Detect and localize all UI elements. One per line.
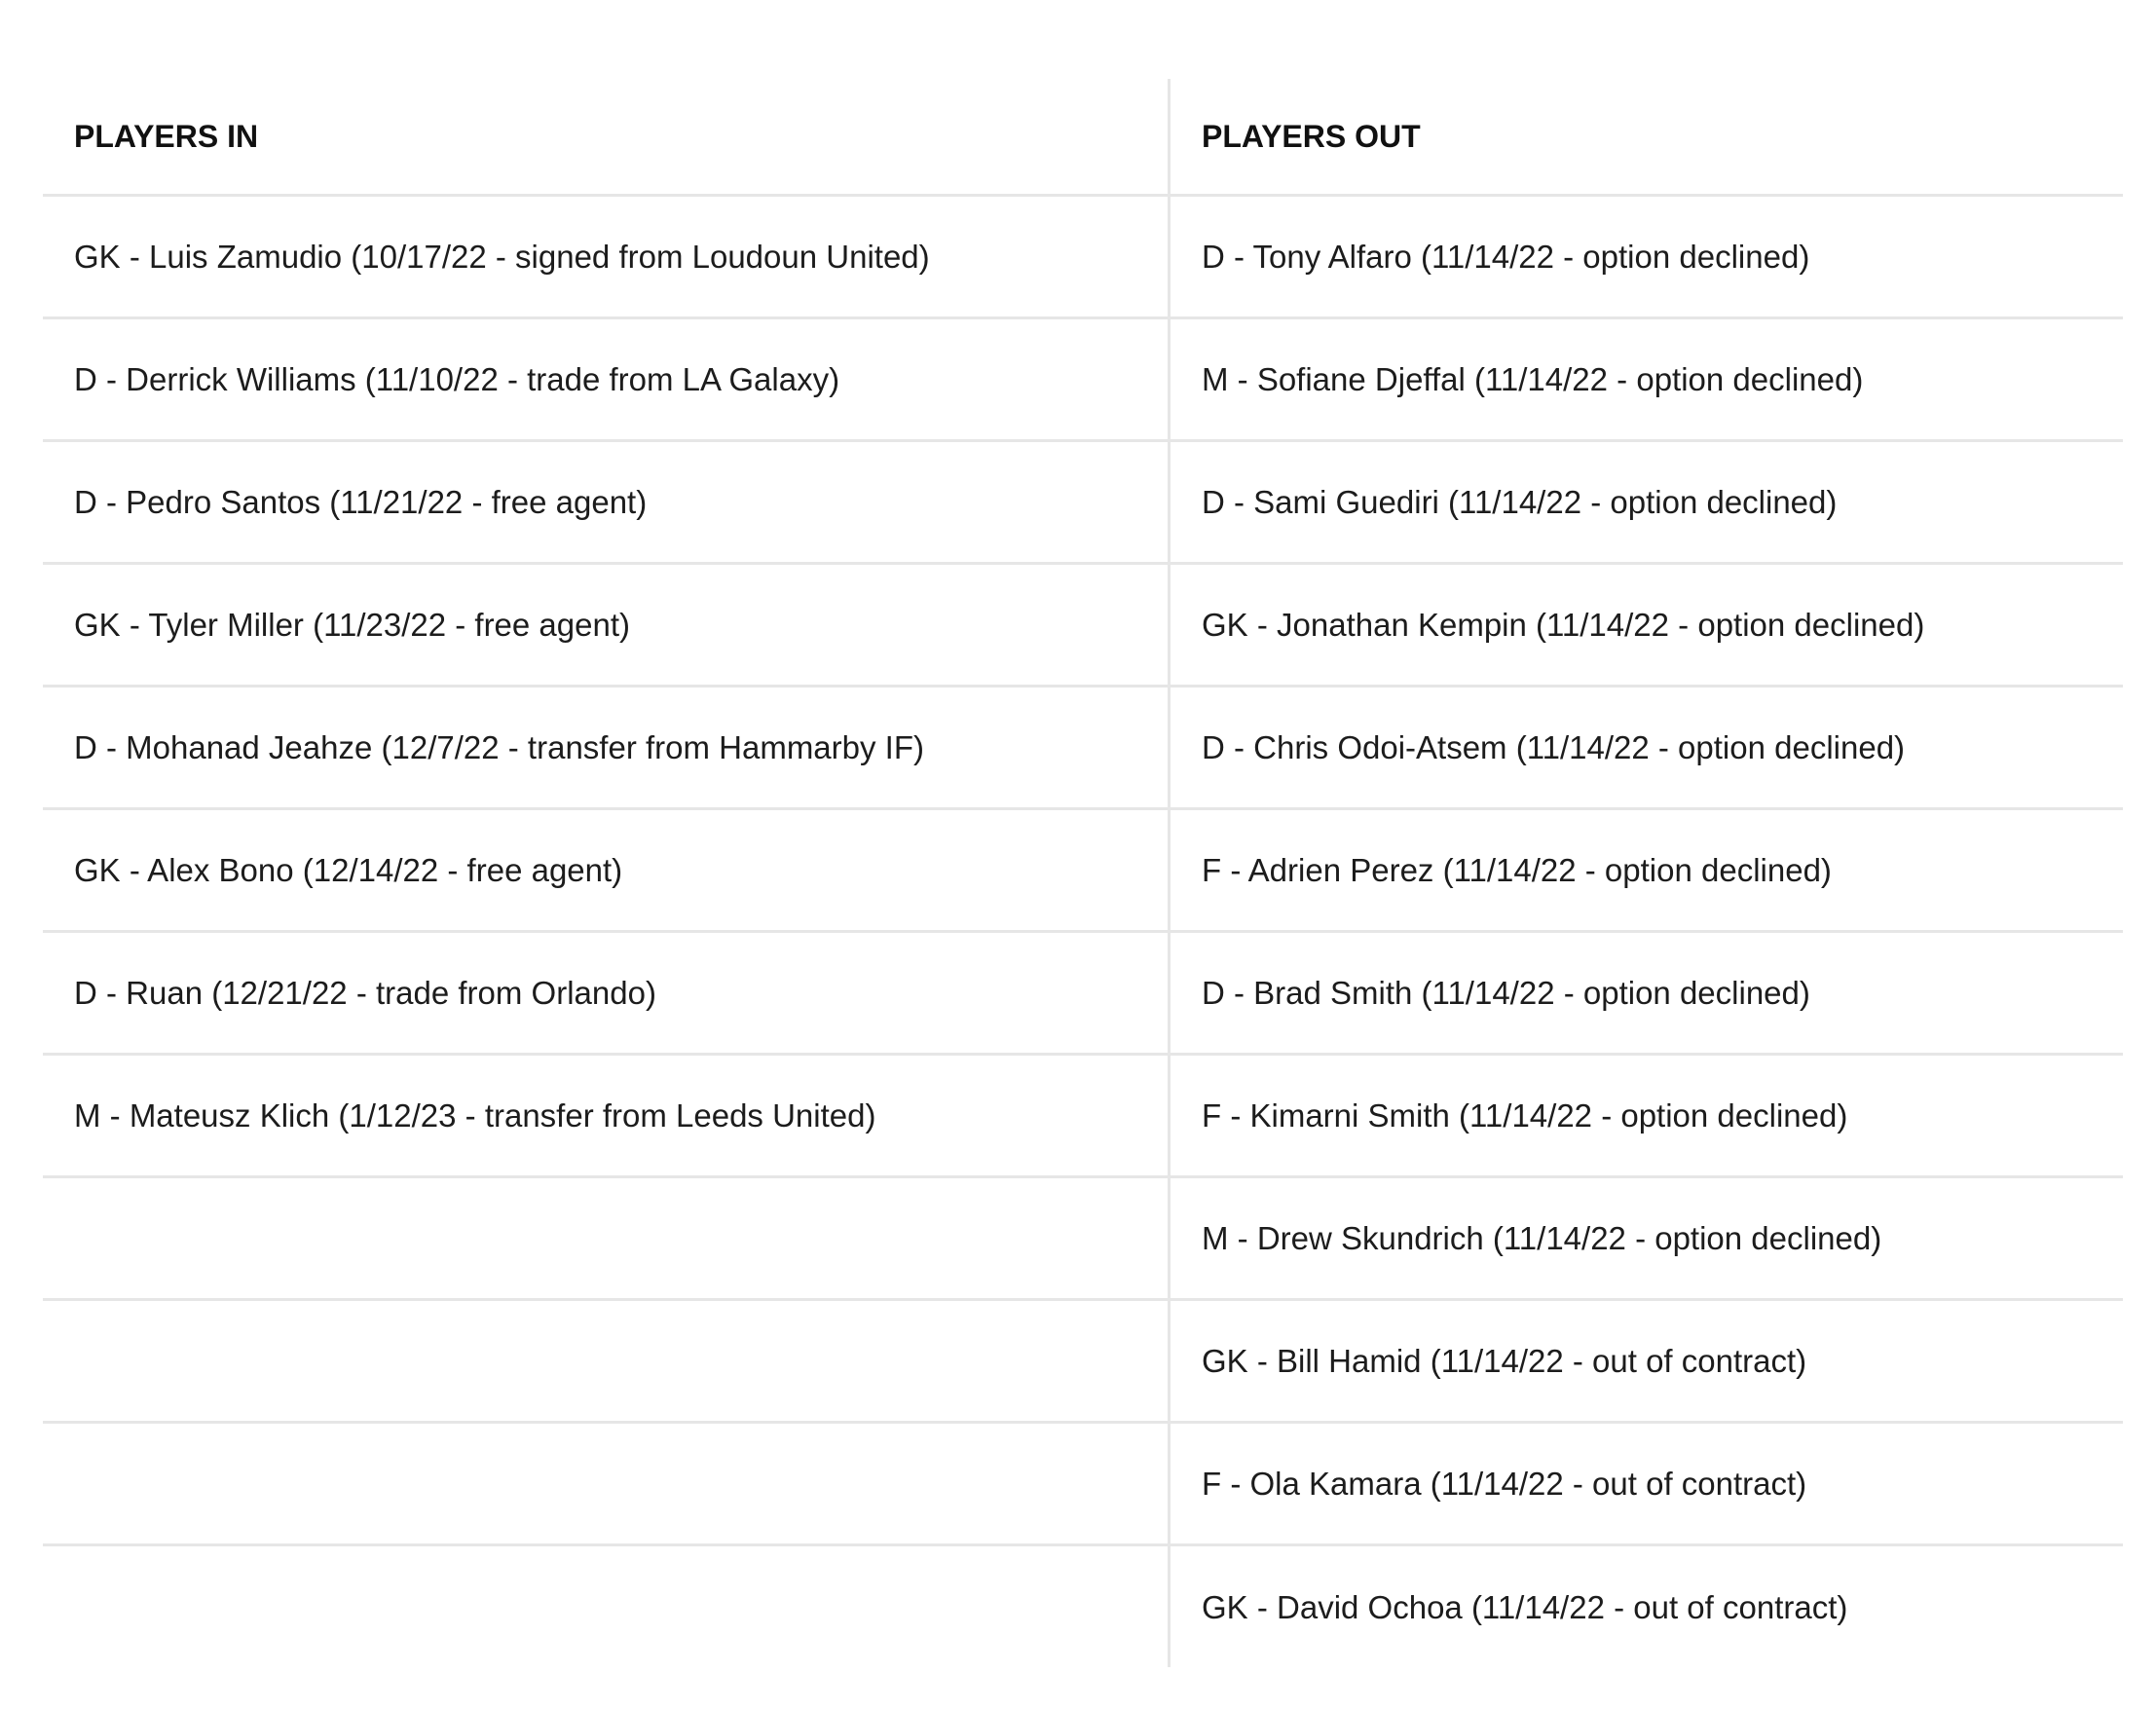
table-row: GK - Alex Bono (12/14/22 - free agent) <box>43 810 1168 933</box>
table-row <box>43 1178 1168 1301</box>
players-in-header: PLAYERS IN <box>43 79 1168 197</box>
table-row: GK - Jonathan Kempin (11/14/22 - option declined) <box>1171 565 2123 688</box>
table-row: D - Chris Odoi-Atsem (11/14/22 - option declined) <box>1171 688 2123 810</box>
table-row: F - Ola Kamara (11/14/22 - out of contract) <box>1171 1424 2123 1546</box>
table-row: M - Mateusz Klich (1/12/23 - transfer from Leeds United) <box>43 1056 1168 1178</box>
table-row: D - Sami Guediri (11/14/22 - option declined) <box>1171 442 2123 565</box>
table-row: M - Sofiane Djeffal (11/14/22 - option declined) <box>1171 319 2123 442</box>
players-out-header: PLAYERS OUT <box>1171 79 2123 197</box>
table-row <box>43 1301 1168 1424</box>
table-row: D - Tony Alfaro (11/14/22 - option declined) <box>1171 197 2123 319</box>
table-row: D - Pedro Santos (11/21/22 - free agent) <box>43 442 1168 565</box>
table-row <box>43 1424 1168 1546</box>
table-row: M - Drew Skundrich (11/14/22 - option declined) <box>1171 1178 2123 1301</box>
table-row: GK - Tyler Miller (11/23/22 - free agent) <box>43 565 1168 688</box>
table-row: D - Mohanad Jeahze (12/7/22 - transfer from Hammarby IF) <box>43 688 1168 810</box>
table-row <box>43 1546 1168 1669</box>
table-row: F - Kimarni Smith (11/14/22 - option declined) <box>1171 1056 2123 1178</box>
table-row: D - Ruan (12/21/22 - trade from Orlando) <box>43 933 1168 1056</box>
table-row: D - Derrick Williams (11/10/22 - trade from LA Galaxy) <box>43 319 1168 442</box>
players-in-column <box>43 79 1168 1667</box>
table-row: F - Adrien Perez (11/14/22 - option declined) <box>1171 810 2123 933</box>
transfers-table <box>43 79 2123 1667</box>
table-row: GK - David Ochoa (11/14/22 - out of contract) <box>1202 1589 1848 1625</box>
players-out-column <box>1168 79 2123 1667</box>
table-row: GK - Bill Hamid (11/14/22 - out of contract) <box>1171 1301 2123 1424</box>
table-row: GK - Luis Zamudio (10/17/22 - signed from Loudoun United) <box>43 197 1168 319</box>
table-row: D - Brad Smith (11/14/22 - option declined) <box>1171 933 2123 1056</box>
